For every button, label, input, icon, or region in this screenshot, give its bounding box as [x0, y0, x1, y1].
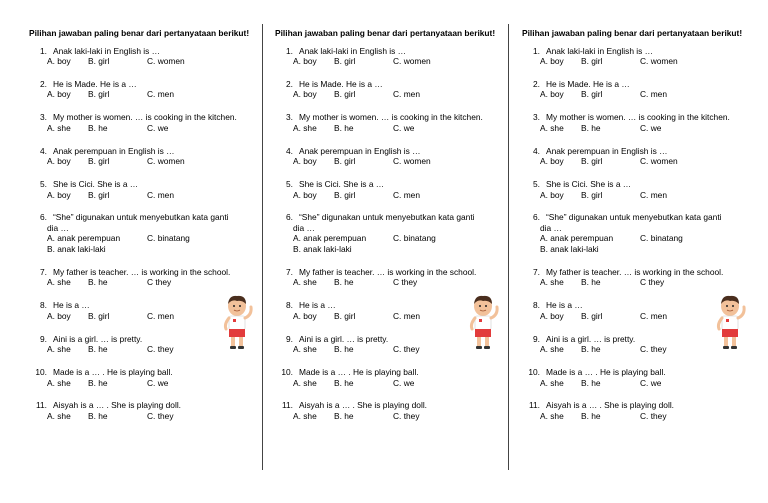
answer-option[interactable]: C. men [147, 189, 174, 200]
question-item [275, 146, 497, 167]
answer-option[interactable]: B. anak laki-laki [47, 243, 106, 254]
question-item [29, 334, 251, 355]
answer-option[interactable]: A. she [47, 344, 71, 355]
answer-option[interactable]: B. he [581, 410, 601, 421]
answer-option[interactable]: B. he [581, 377, 601, 388]
answer-option[interactable]: C. they [393, 344, 420, 355]
answer-option[interactable]: B. girl [334, 56, 356, 66]
question-item [29, 400, 251, 421]
question-text-continued: dia … [293, 222, 315, 233]
answer-option[interactable]: A. she [540, 410, 564, 421]
question-text: My mother is women. … is cooking in the kitchen. [299, 112, 483, 123]
answer-option[interactable]: B. he [88, 122, 108, 133]
answer-option[interactable]: A. she [540, 277, 564, 288]
question-number: 4. [286, 145, 293, 156]
answer-option[interactable]: B. he [88, 377, 108, 388]
answer-option[interactable]: C. men [147, 89, 174, 100]
answer-option[interactable]: A. she [293, 410, 317, 421]
answer-option[interactable]: A. boy [293, 156, 317, 167]
question-item [275, 112, 497, 133]
question-text: Anak perempuan in English is … [546, 145, 668, 156]
answer-option[interactable]: C. men [393, 89, 420, 100]
question-number: 6. [533, 212, 540, 223]
answer-option[interactable]: C. men [640, 89, 667, 100]
question-item [29, 146, 251, 167]
answer-option[interactable]: B. girl [88, 189, 110, 200]
answer-option[interactable]: C. women [393, 156, 431, 167]
answer-option[interactable]: A. boy [540, 89, 564, 100]
question-number: 4. [40, 145, 47, 156]
answer-option[interactable]: A. boy [47, 56, 71, 66]
question-number: 2. [40, 78, 47, 89]
question-text: Anak perempuan in English is … [299, 145, 421, 156]
question-text: She is Cici. She is a … [546, 179, 632, 190]
question-number: 10. [281, 367, 293, 378]
question-item [522, 46, 744, 67]
answer-option[interactable]: C. we [393, 377, 415, 388]
answer-option[interactable]: B. girl [88, 89, 110, 100]
answer-option[interactable]: C. men [393, 310, 420, 321]
question-item [275, 79, 497, 100]
answer-option[interactable]: C. men [147, 310, 174, 321]
answer-option[interactable]: C. we [147, 377, 169, 388]
question-item [29, 179, 251, 200]
question-number: 9. [40, 333, 47, 344]
question-number: 8. [533, 300, 540, 311]
column-divider-2 [508, 24, 509, 470]
answer-option[interactable]: A. boy [293, 89, 317, 100]
answer-option[interactable]: C. women [147, 56, 185, 66]
answer-option[interactable]: C. they [640, 344, 667, 355]
question-item [29, 300, 251, 321]
answer-option[interactable]: C. binatang [147, 233, 190, 244]
question-number: 7. [286, 266, 293, 277]
answer-option[interactable]: B. girl [581, 56, 603, 66]
question-number: 1. [286, 45, 293, 56]
question-item [29, 46, 251, 67]
answer-option[interactable]: C. women [147, 156, 185, 167]
question-number: 7. [533, 266, 540, 277]
question-item [29, 367, 251, 388]
answer-option[interactable]: C. they [393, 410, 420, 421]
answer-option[interactable]: C. they [147, 410, 174, 421]
question-text: Aini is a girl. … is pretty. [546, 333, 636, 344]
answer-option[interactable]: B. anak laki-laki [540, 243, 599, 254]
question-text-continued: dia … [540, 222, 562, 233]
question-text: She is Cici. She is a … [53, 179, 139, 190]
answer-option[interactable]: A. she [293, 122, 317, 133]
question-number: 11. [35, 400, 47, 411]
answer-option[interactable]: A. she [47, 410, 71, 421]
question-text: He is a … [299, 300, 336, 311]
answer-option[interactable]: A. anak perempuan [47, 233, 121, 244]
answer-option[interactable]: A. she [293, 344, 317, 355]
answer-option[interactable]: B. girl [88, 156, 110, 167]
answer-option[interactable]: A. boy [540, 189, 564, 200]
question-text: My father is teacher. … is working in the school. [53, 266, 231, 277]
question-text: He is Made. He is a … [53, 78, 137, 89]
question-item [522, 112, 744, 133]
question-text: He is Made. He is a … [299, 78, 383, 89]
question-text: Made is a … . He is playing ball. [546, 367, 666, 378]
question-item [29, 112, 251, 133]
answer-option[interactable]: B. he [581, 122, 601, 133]
answer-option[interactable]: B. he [334, 344, 354, 355]
question-number: 6. [286, 212, 293, 223]
question-number: 6. [40, 212, 47, 223]
worksheet-title: Pilihan jawaban paling benar dari pertanyataan berikut! [522, 28, 743, 38]
answer-option[interactable]: B. he [334, 277, 354, 288]
worksheet-column [29, 28, 251, 434]
answer-option[interactable]: C. men [640, 310, 667, 321]
answer-option[interactable]: A. she [47, 377, 71, 388]
question-item [275, 179, 497, 200]
question-text: Made is a … . He is playing ball. [299, 367, 419, 378]
answer-option[interactable]: A. boy [47, 89, 71, 100]
answer-option[interactable]: C. we [640, 122, 662, 133]
answer-option[interactable]: B. he [88, 277, 108, 288]
question-text: Aisyah is a … . She is playing doll. [546, 400, 675, 411]
answer-option[interactable]: B. he [334, 122, 354, 133]
question-text: Made is a … . He is playing ball. [53, 367, 173, 378]
question-item [522, 267, 744, 288]
answer-option[interactable]: C. binatang [393, 233, 436, 244]
question-number: 1. [40, 45, 47, 56]
answer-option[interactable]: B. girl [581, 189, 603, 200]
question-text: “She” digunakan untuk menyebutkan kata ganti [299, 212, 475, 223]
question-text: My father is teacher. … is working in the school. [546, 266, 724, 277]
answer-option[interactable]: A. boy [293, 310, 317, 321]
worksheet-column [275, 28, 497, 434]
answer-option[interactable]: C. women [393, 56, 431, 66]
answer-option[interactable]: B. girl [581, 156, 603, 167]
worksheet-column [522, 28, 744, 434]
answer-option[interactable]: C they [393, 277, 418, 288]
question-text: “She” digunakan untuk menyebutkan kata ganti [546, 212, 722, 223]
question-item [29, 267, 251, 288]
question-item [522, 212, 744, 254]
question-item [275, 212, 497, 254]
column-divider-1 [262, 24, 263, 470]
question-text: He is a … [53, 300, 90, 311]
answer-option[interactable]: C they [147, 277, 172, 288]
answer-option[interactable]: C. we [147, 122, 169, 133]
question-number: 5. [533, 179, 540, 190]
answer-option[interactable]: B. girl [88, 56, 110, 66]
answer-option[interactable]: C they [640, 277, 665, 288]
question-text: My mother is women. … is cooking in the kitchen. [53, 112, 237, 123]
question-text: Anak perempuan in English is … [53, 145, 175, 156]
answer-option[interactable]: C. women [640, 156, 678, 167]
question-item [522, 79, 744, 100]
answer-option[interactable]: B. girl [334, 189, 356, 200]
answer-option[interactable]: A. she [293, 277, 317, 288]
question-number: 5. [286, 179, 293, 190]
question-text: My mother is women. … is cooking in the kitchen. [546, 112, 730, 123]
answer-option[interactable]: A. she [47, 122, 71, 133]
answer-option[interactable]: B. he [88, 344, 108, 355]
question-text: My father is teacher. … is working in the school. [299, 266, 477, 277]
question-number: 9. [533, 333, 540, 344]
question-item [275, 267, 497, 288]
answer-option[interactable]: B. girl [88, 310, 110, 321]
question-text: Anak laki-laki in English is … [299, 45, 407, 56]
question-text: He is Made. He is a … [546, 78, 630, 89]
question-text: She is Cici. She is a … [299, 179, 385, 190]
answer-option[interactable]: A. boy [540, 156, 564, 167]
question-text: Aisyah is a … . She is playing doll. [53, 400, 182, 411]
question-number: 10. [528, 367, 540, 378]
question-text-continued: dia … [47, 222, 69, 233]
question-number: 8. [286, 300, 293, 311]
question-number: 11. [528, 400, 540, 411]
question-text: Aini is a girl. … is pretty. [299, 333, 389, 344]
question-number: 4. [533, 145, 540, 156]
answer-option[interactable]: B. girl [334, 156, 356, 167]
question-item [522, 367, 744, 388]
question-text: He is a … [546, 300, 583, 311]
question-number: 11. [281, 400, 293, 411]
question-item [522, 334, 744, 355]
question-number: 2. [533, 78, 540, 89]
worksheet-title: Pilihan jawaban paling benar dari pertanyataan berikut! [29, 28, 250, 38]
answer-option[interactable]: C. they [640, 410, 667, 421]
question-number: 7. [40, 266, 47, 277]
question-item [29, 79, 251, 100]
answer-option[interactable]: C. we [393, 122, 415, 133]
question-item [522, 400, 744, 421]
answer-option[interactable]: A. boy [293, 189, 317, 200]
answer-option[interactable]: A. boy [47, 189, 71, 200]
question-item [275, 400, 497, 421]
answer-option[interactable]: A. anak perempuan [540, 233, 614, 244]
answer-option[interactable]: C. we [640, 377, 662, 388]
answer-option[interactable]: A. boy [540, 56, 564, 66]
answer-option[interactable]: A. boy [540, 310, 564, 321]
question-item [275, 300, 497, 321]
question-number: 8. [40, 300, 47, 311]
question-number: 3. [286, 112, 293, 123]
question-number: 5. [40, 179, 47, 190]
answer-option[interactable]: A. she [293, 377, 317, 388]
answer-option[interactable]: B. he [334, 377, 354, 388]
answer-option[interactable]: B. girl [581, 310, 603, 321]
answer-option[interactable]: A. anak perempuan [293, 233, 367, 244]
worksheet-title: Pilihan jawaban paling benar dari pertanyataan berikut! [275, 28, 496, 38]
answer-option[interactable]: A. boy [47, 156, 71, 167]
question-item [522, 179, 744, 200]
answer-option[interactable]: B. girl [334, 89, 356, 100]
answer-option[interactable]: A. boy [47, 310, 71, 321]
answer-option[interactable]: A. boy [293, 56, 317, 66]
answer-option[interactable]: B. girl [334, 310, 356, 321]
question-text: Aisyah is a … . She is playing doll. [299, 400, 428, 411]
answer-option[interactable]: C. men [393, 189, 420, 200]
question-number: 2. [286, 78, 293, 89]
answer-option[interactable]: B. he [334, 410, 354, 421]
question-text: Anak laki-laki in English is … [546, 45, 654, 56]
question-item [275, 367, 497, 388]
question-text: Aini is a girl. … is pretty. [53, 333, 143, 344]
question-number: 9. [286, 333, 293, 344]
question-item [522, 146, 744, 167]
answer-option[interactable]: A. she [47, 277, 71, 288]
answer-option[interactable]: C. women [640, 56, 678, 66]
answer-option[interactable]: B. anak laki-laki [293, 243, 352, 254]
question-number: 1. [533, 45, 540, 56]
question-item [275, 46, 497, 67]
question-item [275, 334, 497, 355]
answer-option[interactable]: B. he [88, 410, 108, 421]
question-item [522, 300, 744, 321]
answer-option[interactable]: C. men [640, 189, 667, 200]
answer-option[interactable]: B. he [581, 277, 601, 288]
answer-option[interactable]: A. she [540, 344, 564, 355]
question-text: Anak laki-laki in English is … [53, 45, 161, 56]
question-number: 10. [35, 367, 47, 378]
question-text: “She” digunakan untuk menyebutkan kata ganti [53, 212, 229, 223]
question-number: 3. [533, 112, 540, 123]
answer-option[interactable]: C. binatang [640, 233, 683, 244]
answer-option[interactable]: B. girl [581, 89, 603, 100]
answer-option[interactable]: A. she [540, 377, 564, 388]
question-number: 3. [40, 112, 47, 123]
answer-option[interactable]: A. she [540, 122, 564, 133]
answer-option[interactable]: B. he [581, 344, 601, 355]
question-item [29, 212, 251, 254]
answer-option[interactable]: C. they [147, 344, 174, 355]
